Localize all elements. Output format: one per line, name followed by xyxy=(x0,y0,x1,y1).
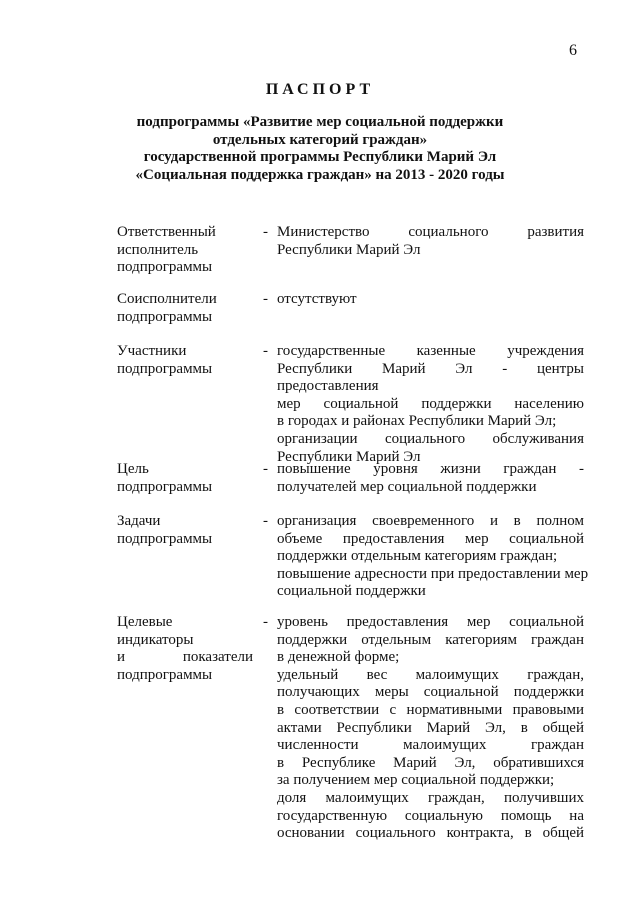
value-line: основании социального контракта, в общей xyxy=(277,825,584,842)
value-line: объеме предоставления мер социальной xyxy=(277,530,584,547)
row-dash: - xyxy=(263,513,268,529)
value-line: Республики Марий Эл - центры предоставления xyxy=(277,360,584,395)
value-line: повышение уровня жизни граждан - xyxy=(277,461,584,477)
row-dash: - xyxy=(263,461,268,477)
row-label xyxy=(117,291,253,326)
label-line: Целевые xyxy=(117,614,173,630)
row-value xyxy=(277,461,584,496)
value-line: отсутствуют xyxy=(277,291,357,307)
document-title: ПАСПОРТ xyxy=(265,81,375,98)
label-line: подпрограммы xyxy=(117,308,213,325)
value-line: численности малоимущих граждан xyxy=(277,737,584,754)
row-value xyxy=(277,224,584,259)
label-line: Задачи xyxy=(117,513,161,529)
value-line: Министерство социального развития xyxy=(277,224,584,240)
value-line: Республики Марий Эл xyxy=(277,241,421,258)
value-line: организации социального обслуживания xyxy=(277,430,584,447)
label-line: Цель xyxy=(117,461,149,477)
label-line: подпрограммы xyxy=(117,666,213,683)
row-dash: - xyxy=(263,291,268,307)
label-line: подпрограммы xyxy=(117,360,213,377)
value-line: актами Республики Марий Эл, в общей xyxy=(277,719,584,736)
label-line: Ответственный xyxy=(117,224,216,240)
value-line: в соответствии с нормативными правовыми xyxy=(277,701,584,718)
label-line: исполнитель xyxy=(117,241,199,258)
value-line: государственную социальную помощь на xyxy=(277,807,584,824)
row-dash: - xyxy=(263,224,268,240)
row-label xyxy=(117,614,253,684)
row-label xyxy=(117,513,253,548)
value-line: удельный вес малоимущих граждан, xyxy=(277,666,584,683)
heading-line: «Социальная поддержка граждан» на 2013 - 2020 годы xyxy=(135,166,505,183)
row-dash: - xyxy=(263,343,268,359)
value-line: за получением мер социальной поддержки; xyxy=(277,772,555,789)
row-value xyxy=(277,343,584,466)
label-line: Участники xyxy=(117,343,187,359)
page-number: 6 xyxy=(569,42,577,59)
value-line: мер социальной поддержки населению xyxy=(277,395,584,412)
value-line: государственные казенные учреждения xyxy=(277,343,584,359)
label-line: подпрограммы xyxy=(117,259,213,276)
heading-line: государственной программы Республики Марий Эл xyxy=(143,149,497,165)
heading-line: отдельных категорий граждан» xyxy=(212,131,428,148)
label-line: и показатели xyxy=(117,649,253,666)
row-dash: - xyxy=(263,614,268,630)
row-label xyxy=(117,461,253,496)
label-line: индикаторы xyxy=(117,631,194,648)
row-label xyxy=(117,343,253,378)
value-line: повышение адресности при предоставлении мер xyxy=(277,565,589,582)
row-value xyxy=(277,513,589,601)
value-line: уровень предоставления мер социальной xyxy=(277,614,584,630)
row-label xyxy=(117,224,253,277)
row-value xyxy=(277,614,584,843)
value-line: получающих меры социальной поддержки xyxy=(277,684,584,701)
value-line: получателей мер социальной поддержки xyxy=(277,478,537,495)
value-line: в денежной форме; xyxy=(277,649,400,666)
value-line: в Республике Марий Эл, обратившихся xyxy=(277,754,584,771)
label-line: подпрограммы xyxy=(117,530,213,547)
value-line: организация своевременного и в полном xyxy=(277,513,584,529)
label-line: подпрограммы xyxy=(117,478,213,495)
passport-heading xyxy=(0,81,640,184)
value-line: в городах и районах Республики Марий Эл; xyxy=(277,413,557,430)
label-line: Соисполнители xyxy=(117,291,217,307)
value-line: доля малоимущих граждан, получивших xyxy=(277,789,584,806)
heading-line: подпрограммы «Развитие мер социальной поддержки xyxy=(136,114,504,130)
value-line: социальной поддержки xyxy=(277,583,426,600)
value-line: Республики Марий Эл xyxy=(277,448,421,465)
value-line: поддержки отдельным категориям граждан; xyxy=(277,548,558,565)
row-value xyxy=(277,291,584,309)
value-line: поддержки отдельным категориям граждан xyxy=(277,631,584,648)
